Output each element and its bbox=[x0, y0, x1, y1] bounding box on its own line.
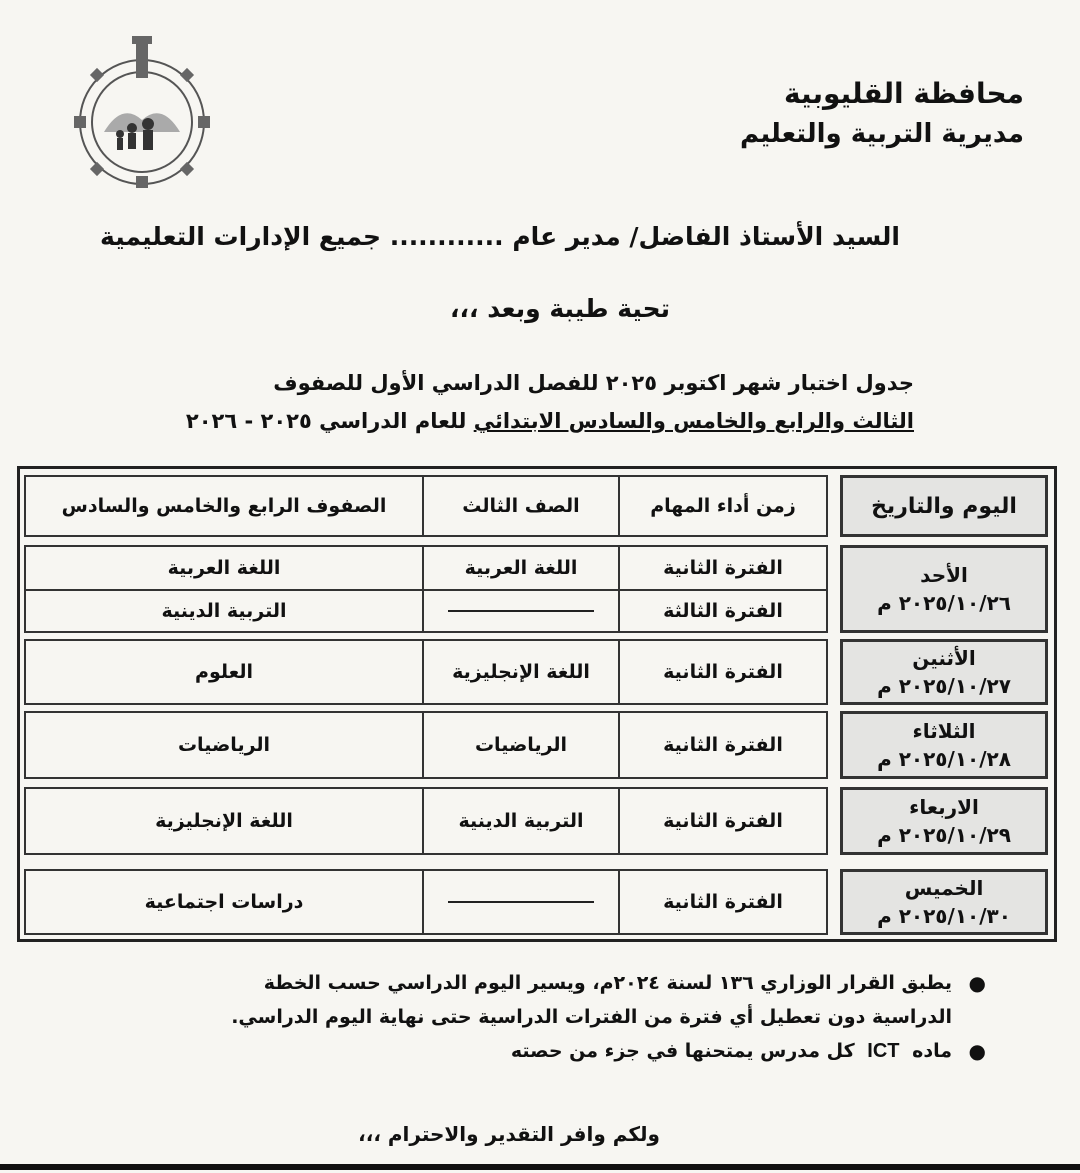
exam-schedule-table bbox=[17, 466, 1057, 942]
governorate-name: محافظة القليوبية bbox=[784, 77, 1024, 110]
period-cell: الفترة الثانية bbox=[618, 713, 826, 777]
day-name: الاربعاء bbox=[909, 795, 979, 819]
day-cell bbox=[840, 711, 1048, 779]
day-name: الأحد bbox=[920, 563, 968, 587]
empty-dash bbox=[448, 901, 594, 903]
bottom-rule bbox=[0, 1164, 1080, 1170]
empty-dash bbox=[448, 610, 594, 612]
period-cell: الفترة الثانية bbox=[618, 871, 826, 933]
letterhead bbox=[740, 74, 1024, 154]
note-1-line-1: يطبق القرار الوزاري ١٣٦ لسنة ٢٠٢٤م، ويسير اليوم الدراسي حسب الخطة bbox=[263, 972, 952, 994]
note-2-pre: ماده bbox=[912, 1040, 952, 1062]
intro-line-2 bbox=[186, 402, 914, 440]
day-date: ٢٠٢٥/١٠/٢٨ م bbox=[877, 747, 1011, 771]
period-cell: الفترة الثانية bbox=[618, 641, 826, 703]
day-column bbox=[832, 469, 1054, 939]
directorate-name: مديرية التربية والتعليم bbox=[739, 119, 1024, 149]
day-cell bbox=[840, 869, 1048, 935]
table-row bbox=[24, 639, 828, 705]
header-grade-3: الصف الثالث bbox=[422, 477, 618, 535]
notes-list bbox=[86, 966, 986, 1068]
intro-year: للعام الدراسي ٢٠٢٥ - ٢٠٢٦ bbox=[185, 409, 467, 433]
salutation: السيد الأستاذ الفاضل/ مدير عام ............ جميع الإدارات التعليمية bbox=[100, 222, 900, 251]
table-row bbox=[24, 589, 828, 633]
grade-3-cell bbox=[422, 871, 618, 933]
grade-3-cell: الرياضيات bbox=[422, 713, 618, 777]
table-row bbox=[24, 545, 828, 591]
header-grades-4-6: الصفوف الرابع والخامس والسادس bbox=[61, 495, 387, 517]
grades-4-6-cell: الرياضيات bbox=[177, 734, 271, 756]
table-header-row bbox=[24, 475, 828, 537]
period-cell: الفترة الثانية bbox=[618, 789, 826, 853]
header-period: زمن أداء المهام bbox=[618, 477, 826, 535]
note-2-code: ICT bbox=[867, 1040, 900, 1062]
day-date: ٢٠٢٥/١٠/٢٧ م bbox=[877, 674, 1011, 698]
day-date: ٢٠٢٥/١٠/٣٠ م bbox=[877, 904, 1011, 928]
grades-4-6-cell: اللغة العربية bbox=[167, 557, 281, 579]
grade-3-cell bbox=[422, 591, 618, 631]
grade-3-cell: اللغة العربية bbox=[422, 547, 618, 589]
day-name: الثلاثاء bbox=[912, 719, 976, 743]
note-1-line-2: الدراسية دون تعطيل أي فترة من الفترات الدراسية حتى نهاية اليوم الدراسي. bbox=[231, 1006, 952, 1028]
day-cell bbox=[840, 787, 1048, 855]
day-name: الأثنين bbox=[912, 646, 976, 670]
greeting: تحية طيبة وبعد ،،، bbox=[450, 294, 670, 323]
note-2-post: كل مدرس يمتحنها في جزء من حصته bbox=[510, 1040, 855, 1062]
table-row bbox=[24, 711, 828, 779]
period-cell: الفترة الثالثة bbox=[618, 591, 826, 631]
header-day-date: اليوم والتاريخ bbox=[840, 475, 1048, 537]
intro-line-1: جدول اختبار شهر اكتوبر ٢٠٢٥ للفصل الدراسي الأول للصفوف bbox=[273, 371, 914, 395]
day-cell bbox=[840, 639, 1048, 705]
day-date: ٢٠٢٥/١٠/٢٦ م bbox=[877, 591, 1011, 615]
day-date: ٢٠٢٥/١٠/٢٩ م bbox=[877, 823, 1011, 847]
grade-3-cell: التربية الدينية bbox=[422, 789, 618, 853]
period-cell: الفترة الثانية bbox=[618, 547, 826, 589]
intro-grades-underlined: الثالث والرابع والخامس والسادس الابتدائي bbox=[473, 409, 914, 433]
grades-4-6-cell: العلوم bbox=[195, 661, 253, 683]
table-row bbox=[24, 869, 828, 935]
closing-remark: ولكم وافر التقدير والاحترام ،،، bbox=[358, 1122, 660, 1146]
day-cell bbox=[840, 545, 1048, 633]
note-item bbox=[86, 966, 986, 1034]
governorate-seal-icon bbox=[52, 32, 232, 192]
bullet-icon: ● bbox=[968, 971, 986, 995]
grades-4-6-cell: التربية الدينية bbox=[161, 600, 287, 622]
grade-3-cell: اللغة الإنجليزية bbox=[422, 641, 618, 703]
grades-4-6-cell: اللغة الإنجليزية bbox=[155, 810, 293, 832]
periods-column bbox=[20, 469, 834, 939]
bullet-icon: ● bbox=[968, 1039, 986, 1063]
schedule-intro bbox=[186, 364, 914, 440]
note-item bbox=[86, 1034, 986, 1068]
day-name: الخميس bbox=[904, 876, 984, 900]
grades-4-6-cell: دراسات اجتماعية bbox=[144, 891, 304, 913]
table-row bbox=[24, 787, 828, 855]
